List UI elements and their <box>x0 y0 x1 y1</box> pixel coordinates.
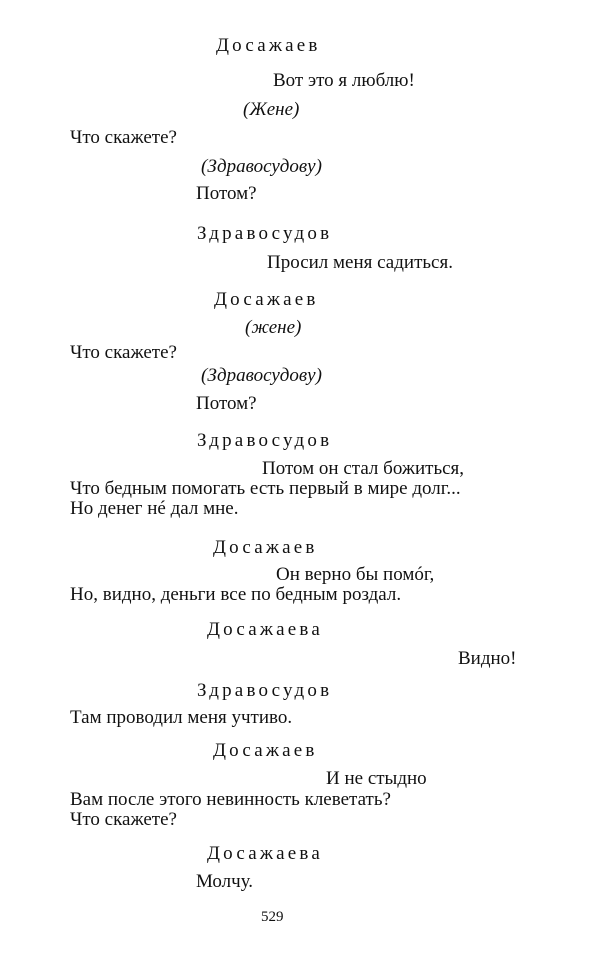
verse-line: Видно! <box>458 648 517 669</box>
verse-line: И не стыдно <box>326 768 427 789</box>
verse-line: Что скажете? <box>70 127 177 148</box>
verse-line: Но, видно, деньги все по бедным роздал. <box>70 584 402 605</box>
stage-direction: (Здравосудову) <box>201 365 322 386</box>
verse-line: Но денег нé дал мне. <box>70 498 239 519</box>
speaker-name: Здравосудов <box>197 223 333 244</box>
verse-line: Вот это я люблю! <box>273 70 415 91</box>
verse-line: Молчу. <box>196 871 254 892</box>
verse-line: Вам после этого невинность клеветать? <box>70 789 391 810</box>
speaker-name: Досажаева <box>207 843 323 864</box>
verse-line: Что бедным помогать есть первый в мире долг... <box>70 478 461 499</box>
stage-direction: (жене) <box>245 317 302 338</box>
stage-direction: (Жене) <box>243 99 300 120</box>
speaker-name: Здравосудов <box>197 680 333 701</box>
speaker-name: Досажаева <box>207 619 323 640</box>
verse-line: Что скажете? <box>70 342 177 363</box>
verse-line: Потом он стал божиться, <box>262 458 465 479</box>
speaker-name: Досажаев <box>214 289 319 310</box>
verse-line: Там проводил меня учтиво. <box>70 707 293 728</box>
verse-line: Просил меня садиться. <box>267 252 453 273</box>
speaker-name: Здравосудов <box>197 430 333 451</box>
page-number: 529 <box>261 909 284 925</box>
verse-line: Он верно бы помóг, <box>276 564 435 585</box>
speaker-name: Досажаев <box>216 35 321 56</box>
verse-line: Что скажете? <box>70 809 177 830</box>
stage-direction: (Здравосудову) <box>201 156 322 177</box>
verse-line: Потом? <box>196 183 257 204</box>
speaker-name: Досажаев <box>213 537 318 558</box>
speaker-name: Досажаев <box>213 740 318 761</box>
verse-line: Потом? <box>196 393 257 414</box>
